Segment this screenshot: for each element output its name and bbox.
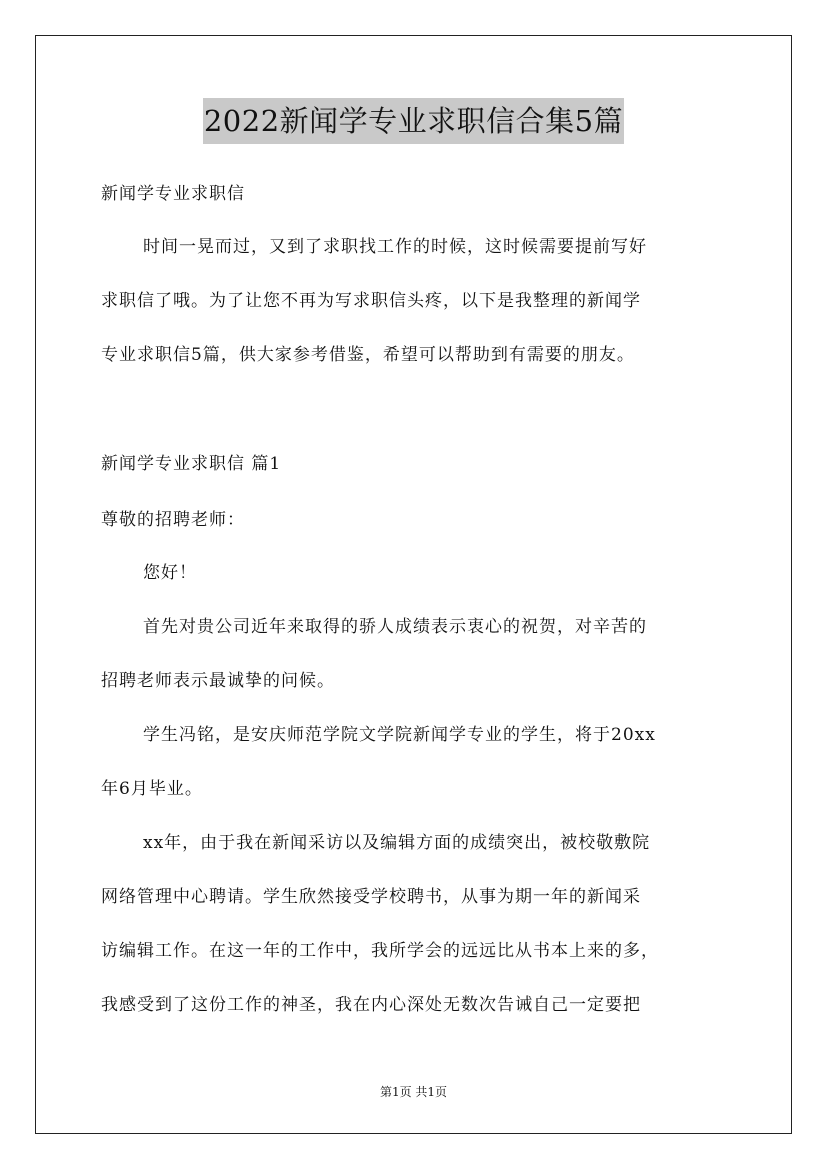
body-line: 访编辑工作。在这一年的工作中，我所学会的远远比从书本上来的多，	[101, 941, 659, 961]
body-line: 网络管理中心聘请。学生欣然接受学校聘书，从事为期一年的新闻采	[101, 887, 641, 907]
greeting: 您好！	[143, 563, 197, 583]
document-title: 2022新闻学专业求职信合集5篇	[203, 98, 624, 144]
intro-line-3: 专业求职信5篇，供大家参考借鉴，希望可以帮助到有需要的朋友。	[101, 345, 635, 365]
body-line: 我感受到了这份工作的神圣，我在内心深处无数次告诫自己一定要把	[101, 995, 641, 1015]
body-line: 学生冯铭，是安庆师范学院文学院新闻学专业的学生，将于20xx	[143, 725, 656, 745]
body-line: xx年，由于我在新闻采访以及编辑方面的成绩突出，被校敬敷院	[143, 833, 651, 853]
intro-line-1: 时间一晃而过，又到了求职找工作的时候，这时候需要提前写好	[143, 237, 647, 257]
salutation: 尊敬的招聘老师：	[101, 510, 245, 530]
body-line: 首先对贵公司近年来取得的骄人成绩表示衷心的祝贺，对辛苦的	[143, 617, 647, 637]
intro-line-2: 求职信了哦。为了让您不再为写求职信头疼，以下是我整理的新闻学	[101, 291, 641, 311]
body-line: 招聘老师表示最诚挚的问候。	[101, 671, 335, 691]
section-heading: 新闻学专业求职信 篇1	[101, 454, 282, 474]
title-container	[0, 98, 827, 144]
body-line: 年6月毕业。	[101, 779, 203, 799]
page-footer: 第1页 共1页	[379, 1085, 448, 1099]
document-subtitle: 新闻学专业求职信	[101, 184, 245, 204]
